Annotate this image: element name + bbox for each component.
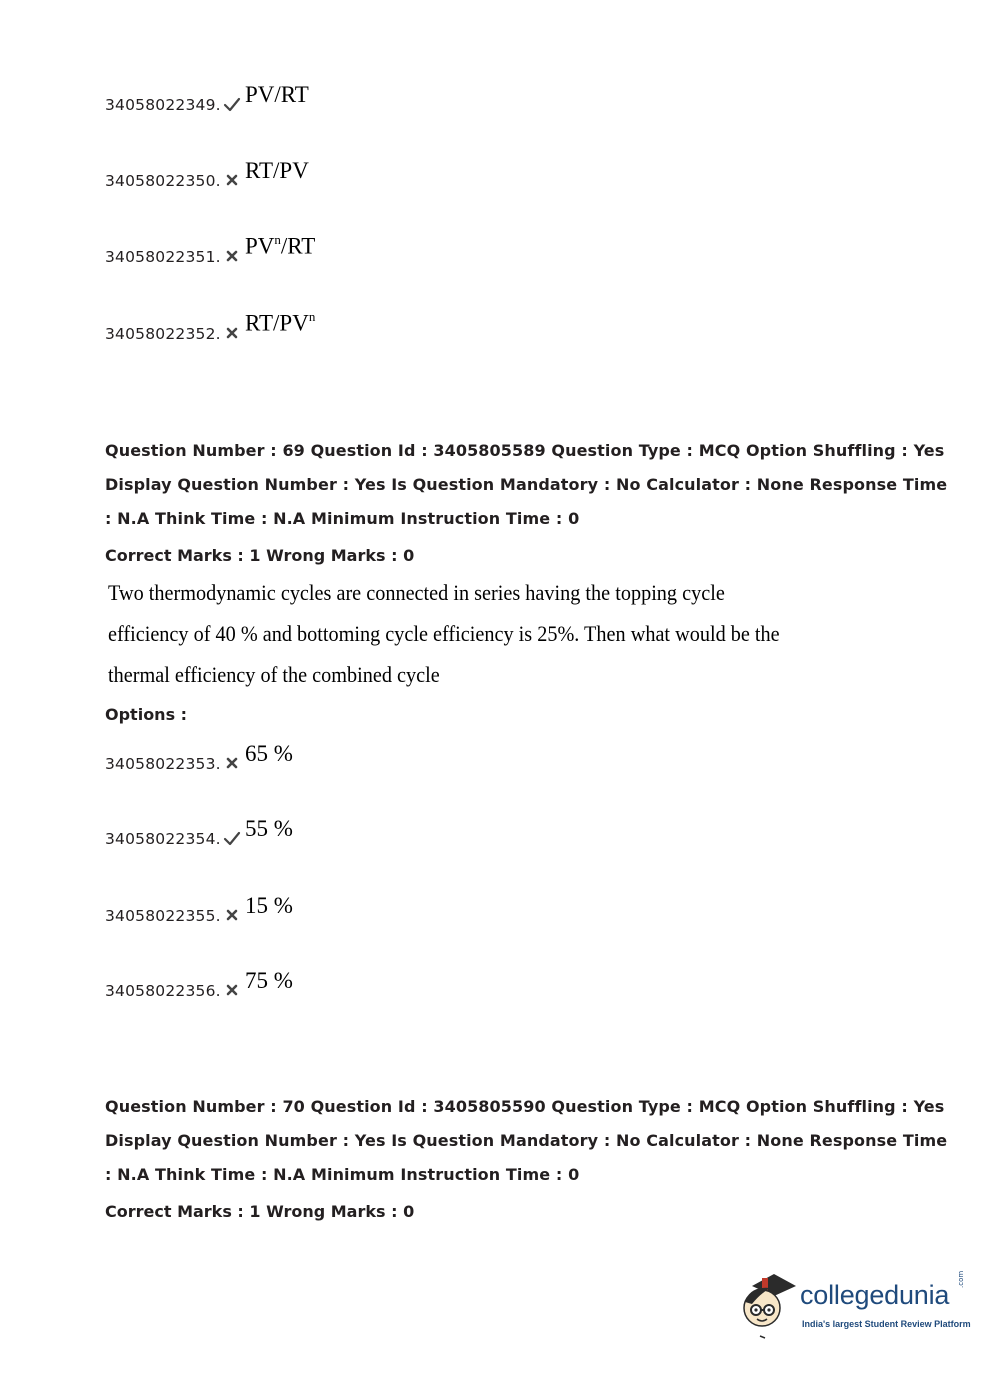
option-id: 34058022350. [105, 172, 221, 190]
cross-icon [223, 907, 241, 923]
meta-line: Display Question Number : Yes Is Question Mandatory : No Calculator : None Response Time [105, 1131, 948, 1150]
option-text: $RT/PV^n$ [245, 309, 316, 336]
option-text: $PV^n/RT$ [245, 232, 316, 259]
cross-icon [223, 982, 241, 998]
cross-icon [223, 755, 241, 771]
question-text-line: efficiency of 40 % and bottoming cycle efficiency is 25%. Then what would be the [108, 621, 780, 646]
option-text: 15 % [245, 893, 293, 918]
option-id: 34058022355. [105, 907, 221, 925]
check-icon [223, 96, 241, 112]
meta-line: Question Number : 69 Question Id : 3405805589 Question Type : MCQ Option Shuffling : Yes [105, 441, 945, 460]
option-id: 34058022351. [105, 248, 221, 266]
question-text-line: thermal efficiency of the combined cycle [108, 662, 440, 687]
meta-line: Display Question Number : Yes Is Question Mandatory : No Calculator : None Response Time [105, 475, 948, 494]
meta-line: : N.A Think Time : N.A Minimum Instruction Time : 0 [105, 1165, 580, 1184]
option-text: PV/RT [245, 82, 309, 107]
question-text-line: Two thermodynamic cycles are connected in series having the topping cycle [108, 580, 725, 605]
logo-dotcom: .com [957, 1270, 965, 1288]
option-text: 65 % [245, 741, 293, 766]
collegedunia-logo [740, 1272, 970, 1342]
option-id: 34058022354. [105, 830, 221, 848]
option-text: RT/PV [245, 158, 309, 183]
option-id: 34058022356. [105, 982, 221, 1000]
question-69-marks: Correct Marks : 1 Wrong Marks : 0 [105, 546, 415, 565]
question-70-marks: Correct Marks : 1 Wrong Marks : 0 [105, 1202, 415, 1221]
option-text: 55 % [245, 816, 293, 841]
option-id: 34058022349. [105, 96, 221, 114]
meta-line: Question Number : 70 Question Id : 3405805590 Question Type : MCQ Option Shuffling : Yes [105, 1097, 945, 1116]
check-icon [223, 830, 241, 846]
cross-icon [223, 325, 241, 341]
logo-brand-text: collegedunia [800, 1280, 950, 1310]
mascot-icon [740, 1272, 798, 1342]
options-label: Options : [105, 705, 188, 724]
cross-icon [223, 172, 241, 188]
option-id: 34058022353. [105, 755, 221, 773]
option-id: 34058022352. [105, 325, 221, 343]
option-text: 75 % [245, 968, 293, 993]
question-70-meta [105, 1090, 948, 1192]
meta-line: : N.A Think Time : N.A Minimum Instruction Time : 0 [105, 509, 580, 528]
question-69-meta [105, 434, 948, 536]
cross-icon [223, 248, 241, 264]
question-69-text [108, 572, 780, 695]
logo-tagline: India's largest Student Review Platform [802, 1319, 971, 1329]
